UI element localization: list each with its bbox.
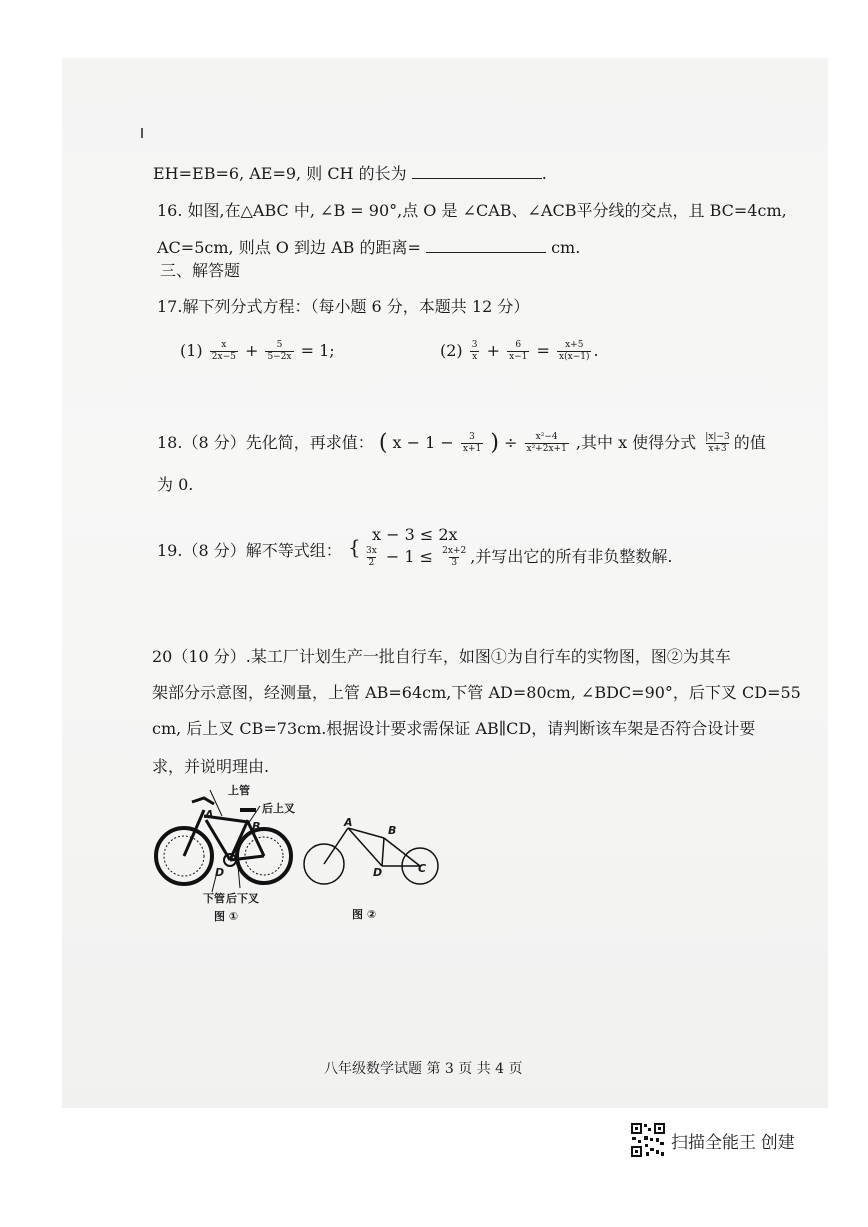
segment-ad [348, 828, 382, 866]
q16-unit: cm. [551, 238, 581, 257]
fig1-point-a: A [205, 808, 214, 821]
q19-brace: { [348, 535, 361, 559]
fig2-point-b: B [388, 824, 397, 837]
q19-ineq2: $\frac{3x}{2}$ − 1 ≤ $\frac{2x+2}{3}$ ,并写出它的所有非负整数解. [366, 546, 673, 568]
q17-eq1-label: (1) [180, 341, 203, 360]
q18-frac3: $\frac{|x|-3}{x+3}$ [705, 432, 730, 454]
label-seat-stay: 后上叉 [262, 802, 295, 815]
section-heading: 三、解答题 [160, 261, 241, 280]
fig2-point-d: D [373, 866, 383, 879]
fig1-point-d: D [215, 866, 225, 879]
q20-line2: 架部分示意图，经测量，上管 AB=64cm,下管 AD=80cm, ∠BDC=90°，后下叉 CD=55 [152, 683, 801, 702]
q18-line1: 18.（8 分）先化简，再求值： ( x − 1 − $\frac{3}{x+1}$ ) ÷ $\frac{\text{x²−4}}{\text{x²+2x+1}}$ ,其中 x 使得分式 $\frac{|x|-3}{x+3}$ 的值 [157, 430, 766, 456]
q17-eq2-frac2: $\frac{6}{x-1}$ [509, 340, 528, 362]
page-footer: 八年级数学试题 第 3 页 共 4 页 [324, 1061, 523, 1077]
q20-line4: 求，并说明理由. [152, 757, 270, 776]
q17-eq2-frac1: $\frac{3}{x}$ [471, 340, 478, 362]
q17-eq2: (2) $\frac{3}{x}$ + $\frac{6}{x-1}$ = $\frac{x+5}{x(x-1)}$ . [440, 340, 599, 362]
fig2-point-a: A [344, 816, 353, 829]
q20-line3: cm, 后上叉 CB=73cm.根据设计要求需保证 AB∥CD，请判断该车架是否符合设计要 [152, 719, 756, 738]
scanner-watermark: 扫描全能王 创建 [671, 1133, 795, 1152]
q17-eq1-frac2: $\frac{5}{5-2x}$ [267, 340, 292, 362]
label-chain-stay: 后下叉 [226, 892, 259, 905]
q19-frac1: $\frac{3x}{2}$ [366, 546, 377, 568]
q18-intro: 18.（8 分）先化简，再求值： [157, 433, 374, 452]
q18-frac1: $\frac{3}{x+1}$ [462, 432, 482, 454]
scan-mark [141, 128, 143, 138]
q17-eq2-label: (2) [440, 341, 463, 360]
fig2-caption: 图 ② [352, 908, 377, 921]
q19-intro: 19.（8 分）解不等式组： [157, 541, 342, 560]
q17-title: 17.解下列分式方程：（每小题 6 分，本题共 12 分） [157, 297, 530, 316]
frame-diagram-figure [300, 808, 445, 898]
q18-line2: 为 0. [157, 475, 194, 494]
q15-answer-blank[interactable] [412, 162, 542, 179]
fig1-caption: 图 ① [214, 910, 239, 923]
q16-line1: 16. 如图,在△ABC 中, ∠B = 90°,点 O 是 ∠CAB、∠ACB平分线的交点，且 BC=4cm, [157, 201, 787, 220]
q16-answer-blank[interactable] [426, 236, 546, 253]
label-down-tube: 下管 [203, 892, 225, 905]
q15-tail-line [153, 162, 547, 185]
q18-frac2: $\frac{\text{x²−4}}{\text{x²+2x+1}}$ [526, 432, 567, 454]
q19-ineq1: x − 3 ≤ 2x [372, 525, 458, 544]
q17-eq1: (1) $\frac{x}{2x-5}$ + $\frac{5}{5-2x}$ = 1; [180, 340, 335, 362]
label-top-tube: 上管 [228, 784, 250, 797]
q16-line2-text: AC=5cm, 则点 O 到边 AB 的距离= [157, 238, 421, 257]
q17-eq2-frac3: $\frac{x+5}{x(x-1)}$ [559, 340, 590, 362]
fig1-point-b: B [252, 820, 261, 833]
q19-frac2: $\frac{2x+2}{3}$ [442, 546, 467, 568]
q15-tail-text: EH=EB=6, AE=9, 则 CH 的长为 [153, 164, 407, 183]
fig2-point-c: C [418, 862, 427, 875]
q17-eq1-frac1: $\frac{x}{2x-5}$ [211, 340, 236, 362]
segment-bd [382, 838, 384, 866]
q15-end: . [541, 164, 547, 183]
q20-line1: 20（10 分）.某工厂计划生产一批自行车，如图①为自行车的实物图，图②为其车 [152, 647, 731, 666]
qr-code-icon [630, 1122, 666, 1158]
q16-line2 [157, 236, 580, 259]
